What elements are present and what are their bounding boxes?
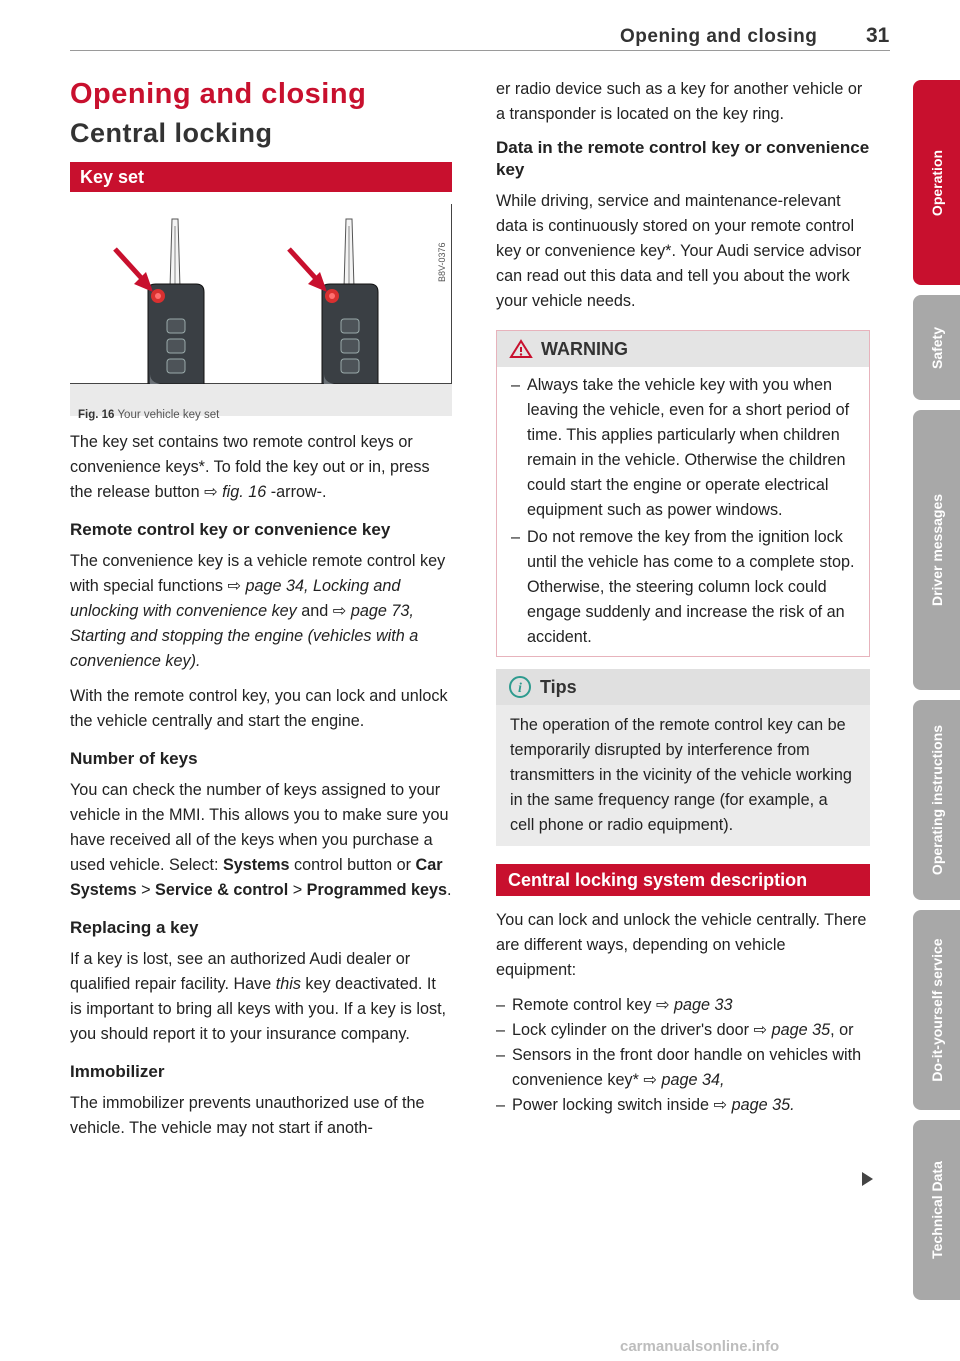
link-fig-16[interactable]: ⇨ fig. 16: [204, 483, 267, 501]
link-page-35[interactable]: ⇨ page 35.: [713, 1096, 795, 1114]
page-number: 31: [866, 24, 890, 47]
warning-box: [496, 330, 870, 657]
right-column: [496, 77, 870, 1118]
link-page-73[interactable]: ⇨ page 73, Starting and stopping the engine (vehicles with a convenience key).: [70, 602, 419, 670]
paragraph-central-locking: You can lock and unlock the vehicle centrally. There are different ways, depending on vehicle equipment:: [496, 911, 867, 979]
link-page-34[interactable]: ⇨ page 34,: [643, 1071, 725, 1089]
svg-text:i: i: [518, 681, 522, 696]
tips-text: The operation of the remote control key can be temporarily disrupted by interference from transmitters in the vicinity of the vehicle working in the same frequency range (for example, a cell phone or radio equipment).: [510, 716, 852, 834]
tab-technical-data[interactable]: Technical Data: [913, 1120, 960, 1300]
paragraph-number-of-keys: You can check the number of keys assigned to your vehicle in the MMI. This allows you to make sure you have received all of the keys when you purchase a used vehicle. Select: Systems control button or Car Systems > Service & control > Programmed keys.: [70, 781, 452, 899]
heading-immobilizer: Immobilizer: [70, 1062, 165, 1081]
running-header-title: Opening and closing: [620, 26, 818, 47]
paragraph-remote-control: With the remote control key, you can lock and unlock the vehicle centrally and start the engine.: [70, 687, 448, 730]
link-page-35[interactable]: ⇨ page 35: [753, 1021, 831, 1039]
list-item: – Remote control key ⇨ page 33: [496, 993, 870, 1018]
key-set-illustration: [70, 204, 452, 384]
tab-safety[interactable]: Safety: [913, 295, 960, 400]
tab-driver-messages[interactable]: Driver messages: [913, 410, 960, 690]
heading-remote-control-key: Remote control key or convenience key: [70, 520, 391, 539]
topic-bar-central-locking: Central locking system description: [496, 864, 870, 896]
warning-item: – Do not remove the key from the ignition lock until the vehicle has come to a complete stop. Otherwise, the steering column lock could engage suddenly and increase the risk of an accident.: [511, 525, 855, 650]
heading-number-of-keys: Number of keys: [70, 749, 198, 768]
paragraph-immobilizer: The immobilizer prevents unauthorized use of the vehicle. The vehicle may not start if anoth-: [70, 1094, 425, 1137]
section-title: Central locking: [70, 118, 273, 148]
figure-caption-label: Fig. 16: [78, 409, 115, 421]
tab-do-it-yourself-service[interactable]: Do-it-yourself service: [913, 910, 960, 1110]
warning-item: – Always take the vehicle key with you when leaving the vehicle, even for a short period of time. This applies particularly when children remain in the vehicle. Otherwise the children could start the engine or operate electrical equipment such as power windows.: [511, 373, 855, 523]
tab-operating-instructions[interactable]: Operating instructions: [913, 700, 960, 900]
warning-list: [497, 367, 869, 656]
figure-caption: [70, 392, 452, 433]
locking-methods-list: [496, 993, 870, 1118]
list-item: – Power locking switch inside ⇨ page 35.: [496, 1093, 870, 1118]
tips-box: [496, 669, 870, 846]
left-column: [70, 70, 452, 1151]
tips-header: [496, 669, 870, 705]
paragraph-key-set: The key set contains two remote control keys or convenience keys*. To fold the key out or in, press the release button ⇨ fig. 16 -arrow-.: [70, 433, 430, 501]
paragraph-data-in-key: While driving, service and maintenance-relevant data is continuously stored on your remote control key or convenience key*. Your Audi service advisor can read out this data and tell you about the work your vehicle needs.: [496, 192, 862, 310]
paragraph-replacing-a-key: If a key is lost, see an authorized Audi dealer or qualified repair facility. Have this key deactivated. It is important to bring all keys with you. If a key is lost, you should report it to your insurance company.: [70, 950, 447, 1043]
figure-caption-text: Your vehicle key set: [117, 409, 220, 421]
tab-operation[interactable]: Operation: [913, 80, 960, 285]
paragraph-convenience-key: The convenience key is a vehicle remote control key with special functions ⇨ page 34, Locking and unlocking with convenience key and ⇨ page 73, Starting and stopping the engine (vehicles with a convenience key).: [70, 552, 446, 670]
warning-triangle-icon: [509, 339, 533, 359]
watermark: carmanualsonline.info: [620, 1338, 780, 1355]
link-page-33[interactable]: ⇨ page 33: [655, 996, 733, 1014]
list-item: – Lock cylinder on the driver's door ⇨ page 35, or: [496, 1018, 870, 1043]
continue-arrow-icon: [862, 1172, 873, 1186]
info-icon: [508, 675, 532, 699]
header-rule: [70, 50, 890, 51]
figure-code-text: B8V-0376: [437, 242, 447, 282]
paragraph-continued: er radio device such as a key for another vehicle or a transponder is located on the key ring.: [496, 80, 863, 123]
warning-title: WARNING: [541, 338, 628, 359]
tips-title: Tips: [540, 676, 577, 697]
heading-replacing-a-key: Replacing a key: [70, 918, 199, 937]
figure-key-set: [70, 204, 452, 421]
chapter-title: Opening and closing: [70, 78, 367, 110]
topic-bar-key-set: Key set: [70, 162, 452, 192]
warning-header: [497, 331, 869, 367]
link-page-34[interactable]: ⇨ page 34, Locking and unlocking with convenience key: [70, 577, 401, 620]
list-item: – Sensors in the front door handle on vehicles with convenience key* ⇨ page 34,: [496, 1043, 870, 1093]
figure-code: [436, 224, 448, 284]
heading-data-in-key: Data in the remote control key or convenience key: [496, 138, 870, 179]
